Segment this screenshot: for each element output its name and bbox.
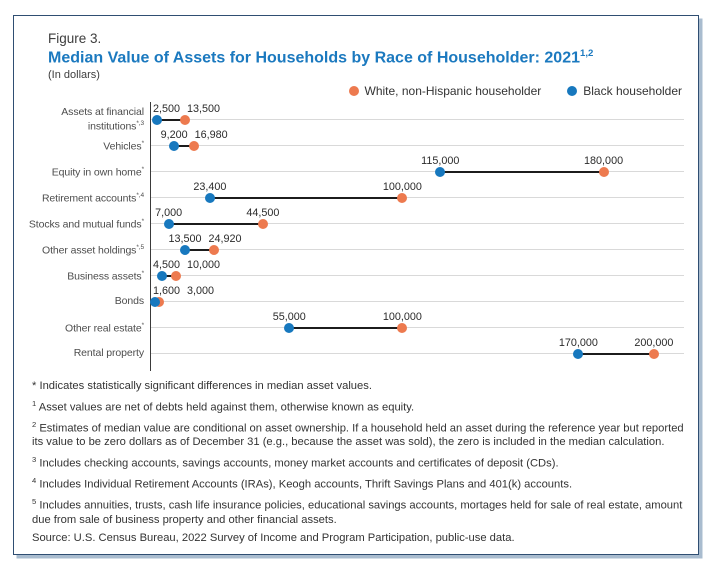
category-row <box>26 180 150 206</box>
chart-subtitle: (In dollars) <box>48 69 100 82</box>
gridline <box>151 275 684 276</box>
category-label: Other real estate* <box>65 322 144 335</box>
black-series-dot-icon <box>567 86 577 96</box>
white-series-dot-icon <box>349 86 359 96</box>
black-householder-dot <box>205 193 215 203</box>
value-label-white: 100,000 <box>382 311 422 324</box>
chart-title-text: Median Value of Assets for Households by Race of Householder: 2021 <box>48 49 580 67</box>
category-label: Business assets* <box>67 270 144 283</box>
legend <box>26 83 682 98</box>
value-label-black: 2,500 <box>153 103 181 116</box>
value-label-white: 44,500 <box>246 207 280 220</box>
category-label: Retirement accounts$^{*,4}$ <box>41 192 144 205</box>
category-label: Assets at financial institutions$^{*,3}$ <box>61 106 144 133</box>
gridline <box>151 249 684 250</box>
value-label-white: 24,920 <box>208 233 242 246</box>
category-row <box>26 258 150 284</box>
chart-title <box>48 48 684 68</box>
category-label: Rental property <box>73 347 144 360</box>
value-label-black: 170,000 <box>558 337 598 350</box>
category-row <box>26 154 150 180</box>
connector-line <box>578 353 653 355</box>
value-label-white: 3,000 <box>187 285 215 298</box>
legend-label-white: White, non-Hispanic householder <box>364 83 542 98</box>
chart-row <box>151 258 684 284</box>
category-row <box>26 310 150 336</box>
category-row <box>26 232 150 258</box>
chart-row <box>151 128 684 154</box>
footnote: * Indicates statistically significant differences in median asset values. <box>32 380 372 393</box>
value-label-black: 9,200 <box>160 129 188 142</box>
chart-row <box>151 154 684 180</box>
value-label-white: 100,000 <box>382 181 422 194</box>
white-householder-dot <box>649 349 659 359</box>
chart-row <box>151 336 684 362</box>
chart-row <box>151 232 684 258</box>
value-label-white: 180,000 <box>584 155 624 168</box>
legend-label-black: Black householder <box>583 83 682 98</box>
category-row <box>26 206 150 232</box>
gridline <box>151 327 684 328</box>
white-householder-dot <box>189 141 199 151</box>
footnote: $^1$ Asset values are net of debts held against them, otherwise known as equity. <box>32 398 415 414</box>
gridline <box>151 145 684 146</box>
category-label: Bonds <box>114 295 144 308</box>
white-householder-dot <box>599 167 609 177</box>
black-householder-dot <box>435 167 445 177</box>
connector-line <box>440 171 603 173</box>
connector-line <box>289 327 402 329</box>
category-label: Stocks and mutual funds* <box>28 218 144 231</box>
category-column <box>26 102 150 371</box>
value-label-black: 7,000 <box>155 207 183 220</box>
footnote: $^2$ Estimates of median value are conditional on asset ownership. If a household held an asset during the reference year but reported its value to be zero dollars as of December 31 (e.g., because the asset was sold), the zero is included in the median calculation. <box>32 419 684 449</box>
connector-line <box>169 223 263 225</box>
black-householder-dot <box>573 349 583 359</box>
footnotes <box>32 380 684 546</box>
white-householder-dot <box>209 245 219 255</box>
value-label-black: 13,500 <box>168 233 202 246</box>
value-label-black: 1,600 <box>153 285 181 298</box>
legend-item-black <box>567 84 682 98</box>
gridline <box>151 301 684 302</box>
footnote: $^3$ Includes checking accounts, savings accounts, money market accounts and certificates of deposit (CDs). <box>32 454 559 470</box>
value-label-white: 200,000 <box>634 337 674 350</box>
white-householder-dot <box>171 271 181 281</box>
category-label: Other asset holdings$^{*,5}$ <box>42 244 144 257</box>
category-label: Equity in own home* <box>51 166 144 179</box>
figure-number-label: Figure 3. <box>48 31 102 46</box>
value-label-black: 115,000 <box>421 155 460 168</box>
chart-row <box>151 284 684 310</box>
gridline <box>151 119 684 120</box>
legend-item-white <box>349 84 542 98</box>
connector-line <box>210 197 403 199</box>
white-householder-dot <box>397 193 407 203</box>
value-label-white: 16,980 <box>194 129 228 142</box>
black-householder-dot <box>157 271 167 281</box>
white-householder-dot <box>180 115 190 125</box>
value-label-white: 10,000 <box>187 259 221 272</box>
footnote: $^4$ Includes Individual Retirement Accounts (IRAs), Keogh accounts, Thrift Savings Plans and 401(k) accounts. <box>32 475 573 491</box>
chart-title-superscript: 1,2 <box>579 48 594 59</box>
value-label-black: 4,500 <box>153 259 181 272</box>
figure-header <box>48 31 684 81</box>
black-householder-dot <box>284 323 294 333</box>
value-label-white: 13,500 <box>187 103 221 116</box>
black-householder-dot <box>180 245 190 255</box>
category-row <box>26 102 150 133</box>
value-label-black: 55,000 <box>272 311 306 324</box>
figure-box <box>13 15 699 555</box>
category-row <box>26 336 150 362</box>
chart-row <box>151 102 684 128</box>
value-label-black: 23,400 <box>193 181 227 194</box>
plot-area <box>150 102 684 371</box>
white-householder-dot <box>397 323 407 333</box>
black-householder-dot <box>152 115 162 125</box>
chart-row <box>151 180 684 206</box>
source-line: Source: U.S. Census Bureau, 2022 Survey of Income and Program Participation, public-use data. <box>32 532 515 545</box>
dumbbell-chart <box>26 102 684 371</box>
white-householder-dot <box>258 219 268 229</box>
footnote: $^5$ Includes annuities, trusts, cash life insurance policies, educational savings accounts, mortages held for sale of real estate, amount due from sale of business property and other financial assets. <box>32 497 683 526</box>
black-householder-dot <box>169 141 179 151</box>
category-label: Vehicles* <box>103 140 144 153</box>
chart-row <box>151 206 684 232</box>
chart-row <box>151 310 684 336</box>
black-householder-dot <box>164 219 174 229</box>
category-row <box>26 284 150 310</box>
